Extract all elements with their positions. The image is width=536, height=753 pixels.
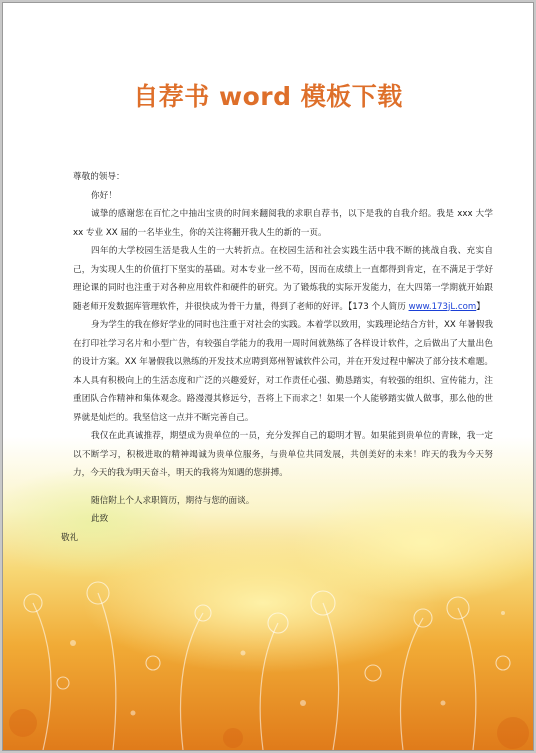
- paragraph-university-text: 四年的大学校园生活是我人生的一大转折点。在校园生活和社会实践生活中我不断的挑战自我、充实自己，为实现人生的价值打下坚实的基础。对本专业一丝不苟，因而在成绩上一直都得到肯定，在不满足于学好理论课的同时也注重于对各种应用软件和硬件的研究。为了锻炼我的实际开发能力，在大四第一学期就开始跟随老师开发数据库管理软件，并很快成为骨干力量，得到了老师的好评。: [73, 246, 493, 312]
- document-page: [2, 2, 534, 751]
- paragraph-attachment: 随信附上个人求职简历，期待与您的面谈。: [91, 495, 255, 506]
- paragraph-recommend: 我仅在此真诚推荐，期望成为贵单位的一员，充分发挥自己的聪明才智。如果能到贵单位的青睐，我一定以不断学习，积极进取的精神竭诚为贵单位服务，与贵单位共同发展，共创美好的未来！昨天的我为今天努力，今天的我为明天奋斗，明天的我将为知遇的您拼搏。: [73, 431, 493, 478]
- closing: 此致: [91, 514, 109, 524]
- document-title: 自荐书 word 模板下载: [133, 82, 403, 111]
- letter-body: [61, 168, 493, 547]
- greeting: 你好！: [91, 190, 117, 201]
- salutation: 尊敬的领导：: [73, 172, 125, 182]
- watermark-suffix: 】: [476, 301, 485, 312]
- paragraph-university: [73, 242, 493, 316]
- watermark-prefix: 【173 个人简历: [348, 301, 409, 312]
- regards: 敬礼: [61, 532, 79, 543]
- watermark-link[interactable]: www.173jL.com: [408, 301, 477, 312]
- paragraph-intro: 诚挚的感谢您在百忙之中抽出宝贵的时间来翻阅我的求职自荐书，以下是我的自我介绍。我是 xxx 大学 xx 专业 XX 届的一名毕业生，你的关注将翻开我人生的新的一页。: [73, 209, 493, 238]
- paragraph-practice: 身为学生的我在修好学业的同时也注重于对社会的实践。本着学以致用，实践理论结合方针，XX 年暑假我在打印社学习名片和小型广告，有较强自学能力的我用一周时间就熟练了各样设计软件，之后做出了大量出色的设计方案。XX 年暑假我以熟练的开发技术应聘到郑州智诚软件公司，并在开发过程中解决了部分技术难题。本人具有积极向上的生活态度和广泛的兴趣爱好，对工作责任心强、勤恳踏实，有较强的组织、宣传能力，注重团队合作精神和集体观念。路漫漫其修远兮，吾将上下而求之！如果一个人能够踏实做人做事，那么他的世界就是灿烂的。我坚信这一点并不断完善自己。: [73, 320, 493, 423]
